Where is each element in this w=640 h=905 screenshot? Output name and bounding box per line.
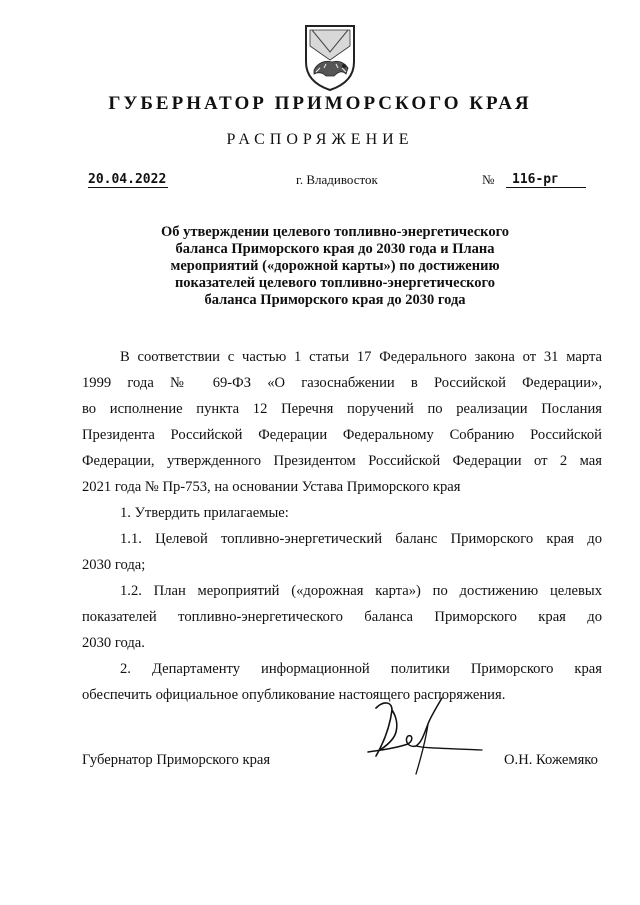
body-line: В соответствии с частью 1 статьи 17 Федерального закона от 31 марта: [120, 349, 602, 365]
document-date: 20.04.2022: [88, 172, 167, 187]
subject-line: показателей целевого топливно-энергетического: [174, 275, 496, 291]
document-city: г. Владивосток: [296, 172, 378, 187]
subject-line: мероприятий («дорожной карты») по достижению: [170, 258, 500, 274]
body-line: 2030 года;: [82, 557, 146, 573]
body-line: Федерации, утвержденного Президентом Российской Федерации от 2 мая: [82, 453, 602, 469]
body-line: показателей топливно-энергетического баланса Приморского края до: [82, 609, 602, 625]
body-line: 2021 года № Пр-753, на основании Устава Приморского края: [82, 479, 461, 495]
subject-line: Об утверждении целевого топливно-энергетического: [160, 224, 510, 240]
signatory-name: О.Н. Кожемяко: [504, 752, 598, 768]
handwritten-signature-icon: [362, 694, 484, 778]
body-line: 1999 года № 69-ФЗ «О газоснабжении в Российской Федерации»,: [82, 375, 602, 391]
subject-line: баланса Приморского края до 2030 года и Плана: [175, 241, 495, 257]
document-type: РАСПОРЯЖЕНИЕ: [226, 131, 414, 148]
body-line: обеспечить официальное опубликование настоящего распоряжения.: [82, 687, 506, 703]
coat-of-arms-icon: [302, 22, 358, 92]
authority-title: ГУБЕРНАТОР ПРИМОРСКОГО КРАЯ: [108, 93, 532, 114]
body-line: 1. Утвердить прилагаемые:: [120, 505, 289, 521]
document-subject: [150, 224, 520, 309]
body-line: 1.2. План мероприятий («дорожная карта») по достижению целевых: [120, 583, 602, 599]
body-line: 2030 года.: [82, 635, 145, 651]
number-label: №: [482, 172, 495, 187]
subject-line: баланса Приморского края до 2030 года: [204, 292, 466, 308]
body-line: 2. Департаменту информационной политики Приморского края: [120, 661, 602, 677]
signatory-position: Губернатор Приморского края: [82, 752, 271, 768]
body-line: во исполнение пункта 12 Перечня поручений по реализации Послания: [82, 401, 602, 417]
document-number: 116-рг: [506, 172, 586, 188]
body-line: 1.1. Целевой топливно-энергетический баланс Приморского края до: [120, 531, 602, 547]
body-line: Президента Российской Федерации Федеральному Собранию Российской: [82, 427, 602, 443]
